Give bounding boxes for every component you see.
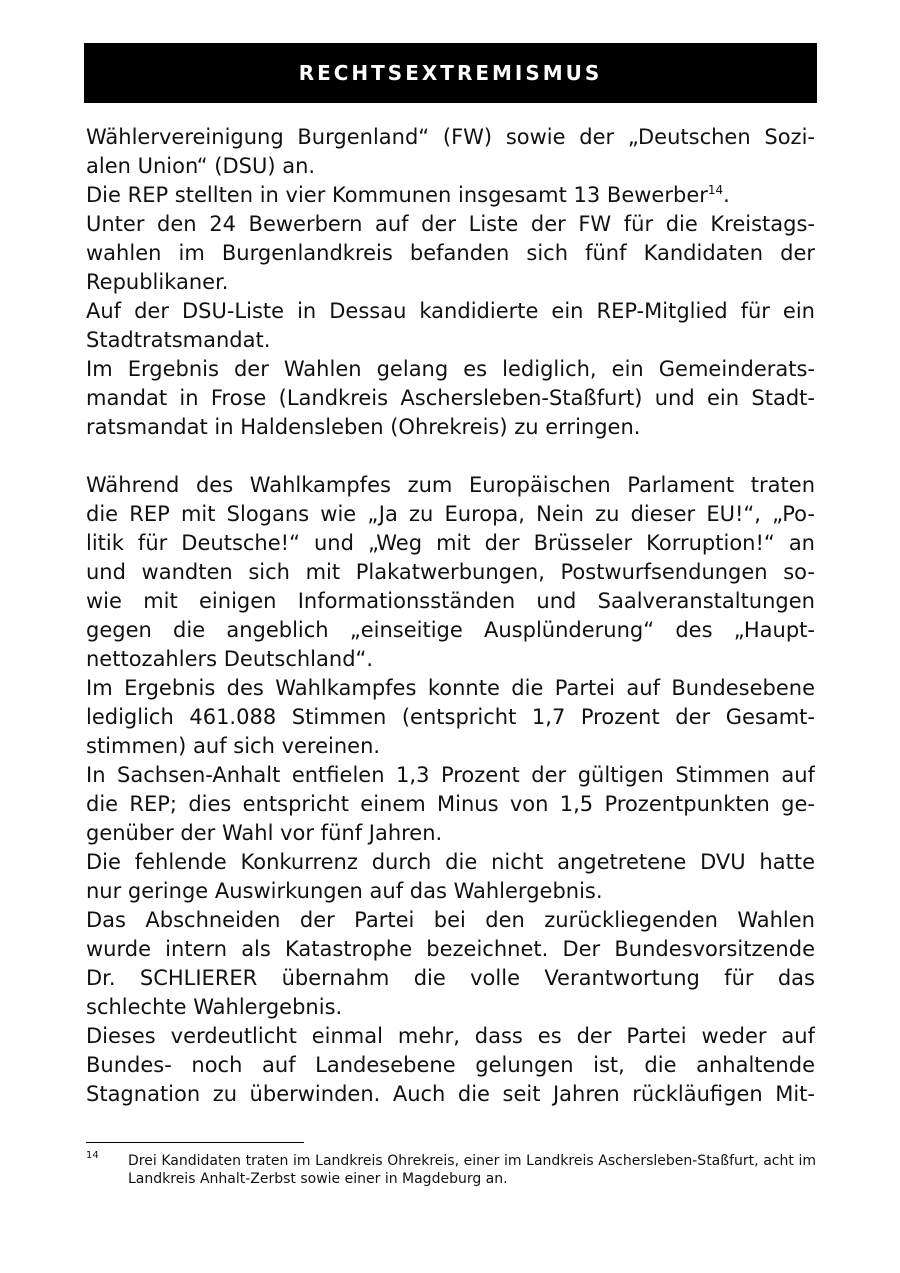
body-line bbox=[86, 587, 815, 616]
footnote-line bbox=[128, 1170, 816, 1188]
body-line-text: litik für Deutsche!“ und „Weg mit der Brüsseler Korruption!“ an bbox=[86, 531, 815, 555]
body-line bbox=[86, 674, 815, 703]
footnote-line-text: Landkreis Anhalt-Zerbst sowie einer in Magdeburg an. bbox=[128, 1171, 508, 1187]
body-line bbox=[86, 297, 815, 326]
body-line-text: wie mit einigen Informationsständen und Saalveranstaltungen bbox=[86, 589, 815, 613]
footnote-line bbox=[128, 1152, 816, 1170]
body-line-text: wahlen im Burgenlandkreis befanden sich fünf Kandidaten der bbox=[86, 241, 815, 265]
body-line-text: stimmen) auf sich vereinen. bbox=[86, 734, 381, 758]
body-line-text: gegen die angeblich „einseitige Ausplünderung“ des „Haupt- bbox=[86, 618, 815, 642]
body-line-text: nur geringe Auswirkungen auf das Wahlergebnis. bbox=[86, 879, 603, 903]
body-line-text: Wählervereinigung Burgenland“ (FW) sowie der „Deutschen Sozi- bbox=[86, 125, 815, 149]
body-line bbox=[86, 500, 815, 529]
body-line bbox=[86, 993, 815, 1022]
body-line bbox=[86, 1051, 815, 1080]
body-line-text: und wandten sich mit Plakatwerbungen, Postwurfsendungen so- bbox=[86, 560, 815, 584]
body-line bbox=[86, 790, 815, 819]
body-line bbox=[86, 819, 815, 848]
footnote-number: 14 bbox=[86, 1150, 99, 1161]
body-line-text: schlechte Wahlergebnis. bbox=[86, 995, 343, 1019]
body-line bbox=[86, 239, 815, 268]
footnote-reference: 14 bbox=[707, 183, 724, 197]
body-line-text: Die fehlende Konkurrenz durch die nicht angetretene DVU hatte bbox=[86, 850, 815, 874]
body-line bbox=[86, 471, 815, 500]
body-line bbox=[86, 703, 815, 732]
body-line-text: mandat in Frose (Landkreis Aschersleben-Staßfurt) und ein Stadt- bbox=[86, 386, 815, 410]
body-line-text: Unter den 24 Bewerbern auf der Liste der FW für die Kreistags- bbox=[86, 212, 815, 236]
body-line-text: Stadtratsmandat. bbox=[86, 328, 271, 352]
body-line bbox=[86, 1022, 815, 1051]
body-line-text: die REP; dies entspricht einem Minus von 1,5 Prozentpunkten ge- bbox=[86, 792, 815, 816]
body-line-text: Stagnation zu überwinden. Auch die seit Jahren rückläufigen Mit- bbox=[86, 1082, 815, 1106]
body-line-text: Dr. SCHLIERER übernahm die volle Verantwortung für das bbox=[86, 966, 815, 990]
footnote-line-text: Drei Kandidaten traten im Landkreis Ohrekreis, einer im Landkreis Aschersleben-Staßfurt, acht im bbox=[128, 1153, 816, 1169]
body-line bbox=[86, 935, 815, 964]
body-line bbox=[86, 877, 815, 906]
body-line-suffix: . bbox=[723, 183, 730, 207]
body-line bbox=[86, 355, 815, 384]
body-line bbox=[86, 848, 815, 877]
body-line-text: die REP mit Slogans wie „Ja zu Europa, Nein zu dieser EU!“, „Po- bbox=[86, 502, 815, 526]
body-line-text: ratsmandat in Haldensleben (Ohrekreis) zu erringen. bbox=[86, 415, 641, 439]
body-line bbox=[86, 181, 815, 210]
body-line-text: Auf der DSU-Liste in Dessau kandidierte ein REP-Mitglied für ein bbox=[86, 299, 815, 323]
body-line-text: Bundes- noch auf Landesebene gelungen ist, die anhaltende bbox=[86, 1053, 815, 1077]
body-line-text: alen Union“ (DSU) an. bbox=[86, 154, 316, 178]
section-title: RECHTSEXTREMISMUS bbox=[298, 61, 603, 85]
body-line-text: wurde intern als Katastrophe bezeichnet. Der Bundesvorsitzende bbox=[86, 937, 815, 961]
body-line bbox=[86, 558, 815, 587]
footnote-text bbox=[128, 1152, 816, 1188]
body-line-text: Dieses verdeutlicht einmal mehr, dass es der Partei weder auf bbox=[86, 1024, 815, 1048]
body-line bbox=[86, 616, 815, 645]
body-line bbox=[86, 732, 815, 761]
body-line bbox=[86, 384, 815, 413]
body-line bbox=[86, 761, 815, 790]
body-line-text: nettozahlers Deutschland“. bbox=[86, 647, 374, 671]
body-line-text: lediglich 461.088 Stimmen (entspricht 1,7 Prozent der Gesamt- bbox=[86, 705, 815, 729]
body-line bbox=[86, 268, 815, 297]
body-line bbox=[86, 123, 815, 152]
body-line-text: Die REP stellten in vier Kommunen insgesamt 13 Bewerber bbox=[86, 183, 708, 207]
body-line bbox=[86, 964, 815, 993]
body-line-text: In Sachsen-Anhalt entfielen 1,3 Prozent der gültigen Stimmen auf bbox=[86, 763, 815, 787]
body-line bbox=[86, 413, 815, 442]
body-line bbox=[86, 152, 815, 181]
body-line-text: Im Ergebnis des Wahlkampfes konnte die Partei auf Bundesebene bbox=[86, 676, 815, 700]
body-line bbox=[86, 1080, 815, 1109]
body-text bbox=[86, 123, 815, 1109]
body-line-text: Das Abschneiden der Partei bei den zurückliegenden Wahlen bbox=[86, 908, 815, 932]
body-line bbox=[86, 645, 815, 674]
body-line bbox=[86, 906, 815, 935]
footnote-separator bbox=[86, 1142, 304, 1143]
body-line bbox=[86, 326, 815, 355]
body-line-text: Während des Wahlkampfes zum Europäischen Parlament traten bbox=[86, 473, 815, 497]
body-line-text: Republikaner. bbox=[86, 270, 229, 294]
body-line bbox=[86, 210, 815, 239]
body-line bbox=[86, 529, 815, 558]
body-line-text: genüber der Wahl vor fünf Jahren. bbox=[86, 821, 443, 845]
body-line bbox=[86, 442, 815, 471]
body-line-text: Im Ergebnis der Wahlen gelang es lediglich, ein Gemeinderats- bbox=[86, 357, 815, 381]
section-header bbox=[84, 43, 817, 103]
